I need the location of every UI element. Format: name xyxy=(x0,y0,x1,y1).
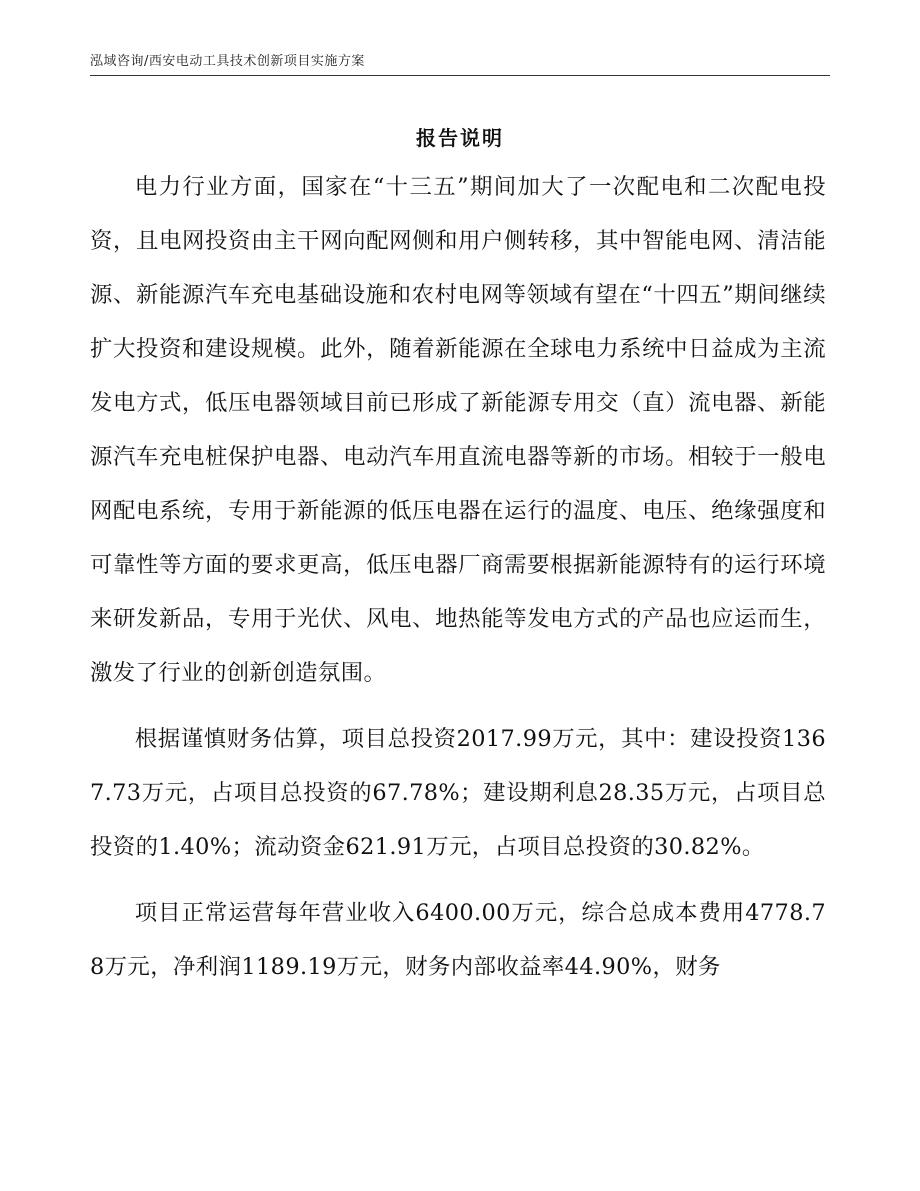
header-divider xyxy=(90,75,830,76)
page-title: 报告说明 xyxy=(416,126,504,150)
paragraph-investment-estimate: 根据谨慎财务估算，项目总投资2017.99万元，其中：建设投资1367.73万元，占项目总投资的67.78%；建设期利息28.35万元，占项目总投资的1.40%；流动资金621.91万元，占项目总投资的30.82%。 xyxy=(90,726,826,860)
paragraph-operating-revenue: 项目正常运营每年营业收入6400.00万元，综合总成本费用4778.78万元，净利润1189.19万元，财务内部收益率44.90%，财务 xyxy=(90,900,826,980)
document-body xyxy=(90,160,826,1006)
running-header: 泓域咨询/西安电动工具技术创新项目实施方案 xyxy=(90,54,365,69)
paragraph-industry-background: 电力行业方面，国家在“十三五”期间加大了一次配电和二次配电投资，且电网投资由主干网向配网侧和用户侧转移，其中智能电网、清洁能源、新能源汽车充电基础设施和农村电网等领域有望在“十四五”期间继续扩大投资和建设规模。此外，随着新能源在全球电力系统中日益成为主流发电方式，低压电器领域目前已形成了新能源专用交（直）流电器、新能源汽车充电桩保护电器、电动汽车用直流电器等新的市场。相较于一般电网配电系统，专用于新能源的低压电器在运行的温度、电压、绝缘强度和可靠性等方面的要求更高，低压电器厂商需要根据新能源特有的运行环境来研发新品，专用于光伏、风电、地热能等发电方式的产品也应运而生，激发了行业的创新创造氛围。 xyxy=(90,174,826,686)
